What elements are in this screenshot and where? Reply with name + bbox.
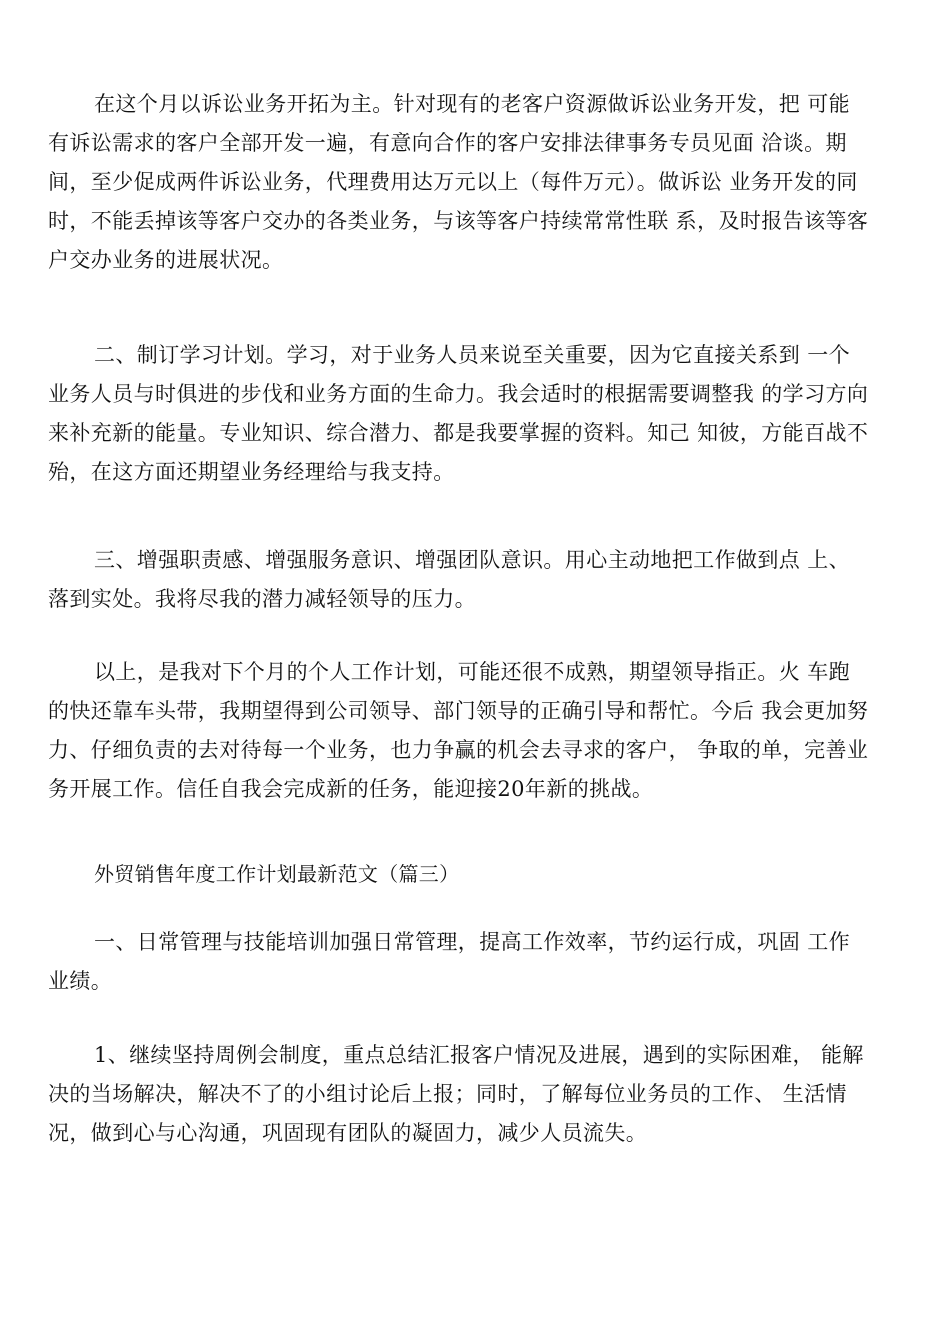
paragraph-responsibility — [48, 541, 918, 619]
text-line: 一、日常管理与技能培训加强日常管理，提高工作效率，节约运行成，巩固 工作 — [94, 930, 851, 954]
text-line: 务开展工作。信任自我会完成新的任务，能迎接20年新的挑战。 — [48, 777, 654, 801]
text-line: 以上，是我对下个月的个人工作计划，可能还很不成熟，期望领导指正。火 车跑 — [94, 660, 851, 684]
text-line: 业绩。 — [48, 969, 113, 993]
text-line: 来补充新的能量。专业知识、综合潜力、都是我要掌握的资料。知己 知彼，方能百战不 — [48, 421, 869, 445]
paragraph-weekly-meeting — [48, 1036, 918, 1153]
text-line: 的快还靠车头带，我期望得到公司领导、部门领导的正确引导和帮忙。今后 我会更加努 — [48, 699, 869, 723]
text-line: 有诉讼需求的客户全部开发一遍，有意向合作的客户安排法律事务专员见面 洽谈。期 — [48, 131, 847, 155]
text-line: 三、增强职责感、增强服务意识、增强团队意识。用心主动地把工作做到点 上、 — [94, 548, 851, 572]
text-line: 殆，在这方面还期望业务经理给与我支持。 — [48, 460, 455, 484]
text-line: 决的当场解决，解决不了的小组讨论后上报；同时，了解每位业务员的工作、 生活情 — [48, 1082, 847, 1106]
text-line: 1、继续坚持周例会制度，重点总结汇报客户情况及进展，遇到的实际困难， 能解 — [94, 1043, 864, 1067]
text-line: 力、仔细负责的去对待每一个业务，也力争赢的机会去寻求的客户， 争取的单，完善业 — [48, 738, 869, 762]
text-line: 落到实处。我将尽我的潜力减轻领导的压力。 — [48, 587, 476, 611]
text-line: 时，不能丢掉该等客户交办的各类业务，与该等客户持续常常性联 系，及时报告该等客 — [48, 209, 869, 233]
text-line: 业务人员与时俱进的步伐和业务方面的生命力。我会适时的根据需要调整我 的学习方向 — [48, 382, 869, 406]
text-line: 户交办业务的进展状况。 — [48, 248, 284, 272]
text-line: 二、制订学习计划。学习，对于业务人员来说至关重要，因为它直接关系到 一个 — [94, 343, 851, 367]
text-line: 况，做到心与心沟通，巩固现有团队的凝固力，减少人员流失。 — [48, 1121, 648, 1145]
paragraph-daily-management — [48, 923, 918, 1001]
paragraph-conclusion — [48, 653, 918, 809]
paragraph-study-plan — [48, 336, 918, 492]
section-heading: 外贸销售年度工作计划最新范文（篇三） — [94, 862, 460, 886]
text-line: 在这个月以诉讼业务开拓为主。针对现有的老客户资源做诉讼业务开发，把 可能 — [94, 92, 851, 116]
paragraph-litigation-plan — [48, 85, 918, 280]
text-line: 间，至少促成两件诉讼业务，代理费用达万元以上（每件万元）。做诉讼 业务开发的同 — [48, 170, 858, 194]
